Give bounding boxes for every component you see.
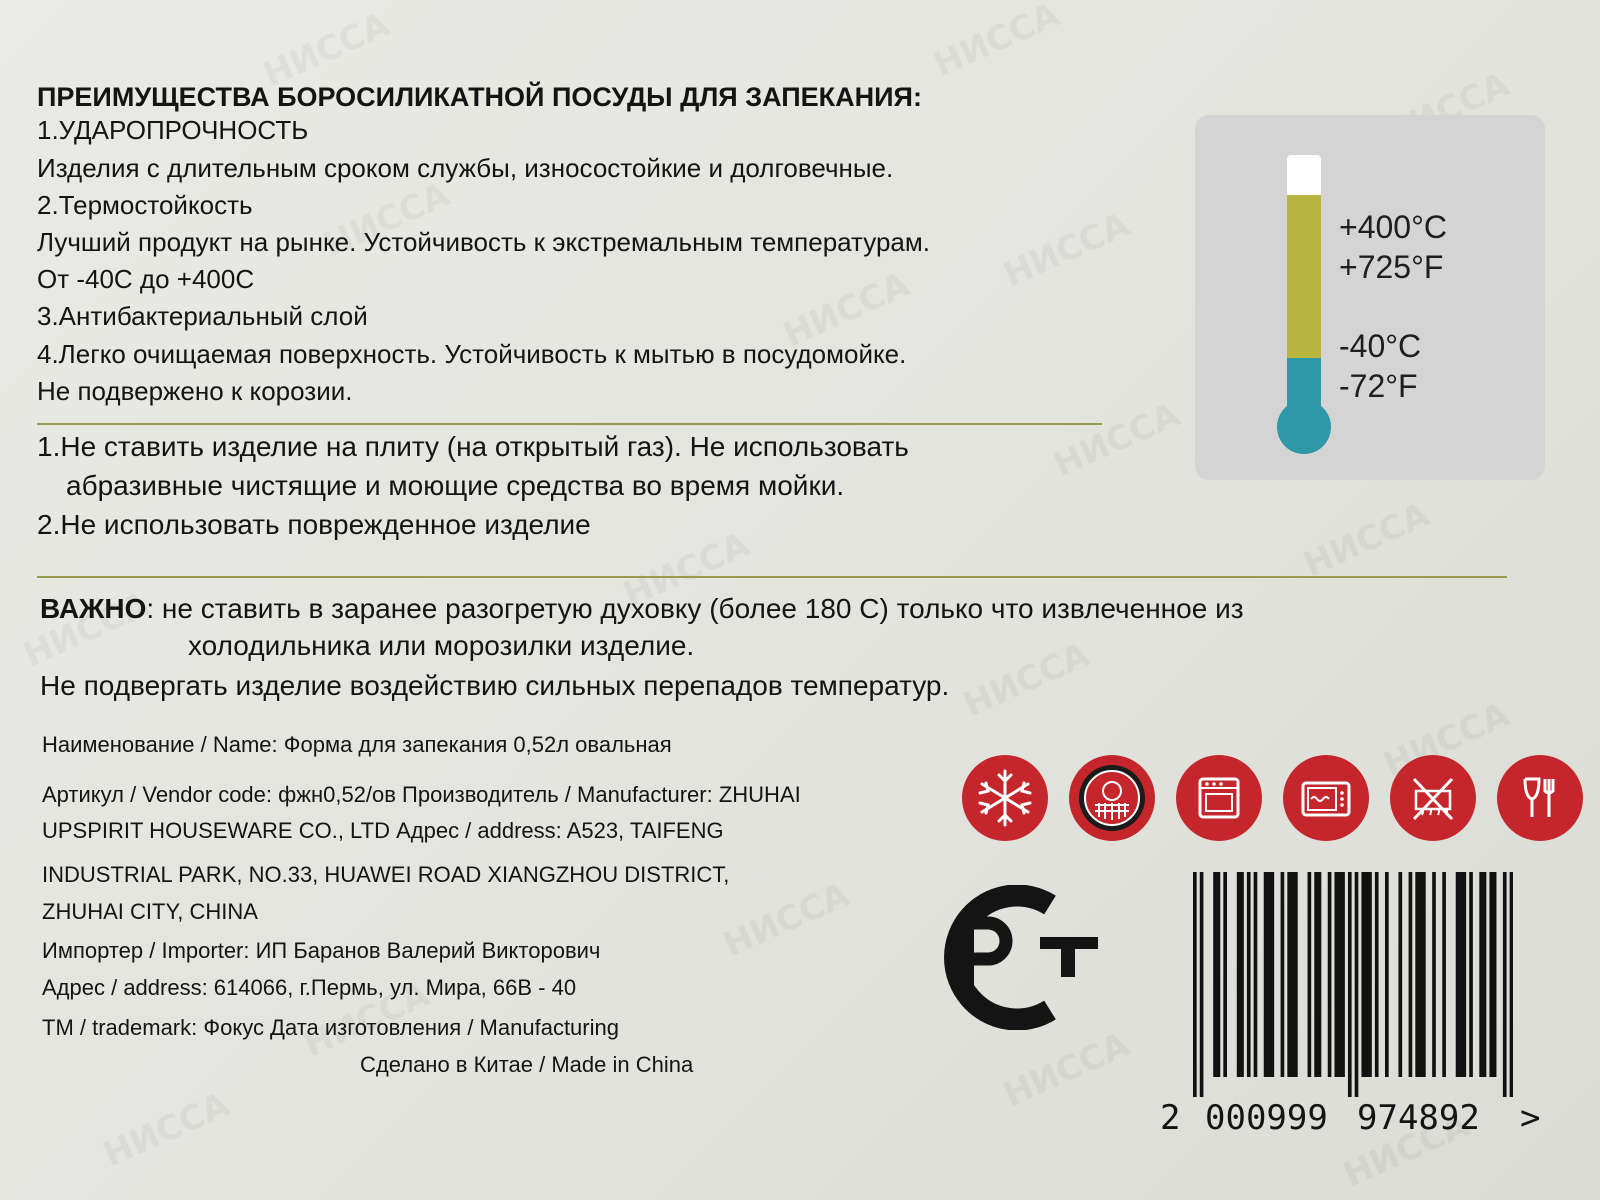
- divider: [37, 423, 1102, 425]
- barcode-bar: [1442, 872, 1446, 1077]
- barcode-first-digit: 2: [1160, 1098, 1181, 1138]
- temp-high-celsius: +400°C: [1339, 209, 1447, 245]
- barcode-bar: [1361, 872, 1365, 1077]
- barcode-bar: [1267, 872, 1271, 1077]
- barcode-bar: [1281, 872, 1285, 1077]
- barcode-digits-left: 000999: [1205, 1098, 1328, 1138]
- barcode-bar: [1341, 872, 1345, 1077]
- temp-high-fahrenheit: +725°F: [1339, 249, 1444, 285]
- oven-safe-icon: [1176, 755, 1262, 841]
- freezer-safe-icon: [962, 755, 1048, 841]
- food-safe-icon: [1497, 755, 1583, 841]
- watermark: [718, 875, 856, 966]
- barcode-marker: >: [1520, 1098, 1541, 1138]
- product-info-line: UPSPIRIT HOUSEWARE CO., LTD Адрес / address: A523, TAIFENG: [42, 818, 724, 843]
- barcode-bar: [1217, 872, 1221, 1077]
- barcode-bar: [1419, 872, 1423, 1077]
- barcode-bar: [1365, 872, 1369, 1077]
- barcode-bar: [1291, 872, 1295, 1077]
- product-info-line: ZHUHAI CITY, CHINA: [42, 899, 258, 924]
- temp-low-celsius: -40°C: [1339, 328, 1422, 364]
- barcode-bar: [1294, 872, 1298, 1077]
- trademark-line: TM / trademark: Фокус Дата изготовления / Manufacturing: [42, 1015, 619, 1040]
- barcode-bar: [1456, 872, 1460, 1077]
- watermark: [98, 1085, 236, 1176]
- barcode-bar: [1483, 872, 1487, 1077]
- advantage-line: 1.УДАРОПРОЧНОСТЬ: [37, 115, 309, 145]
- barcode-bar: [1334, 872, 1338, 1077]
- watermark: [998, 205, 1136, 296]
- barcode-bar: [1200, 872, 1204, 1097]
- advantage-line: Лучший продукт на рынке. Устойчивость к экстремальным температурам.: [37, 227, 930, 257]
- barcode-bar: [1270, 872, 1274, 1077]
- advantages-title: ПРЕИМУЩЕСТВА БОРОСИЛИКАТНОЙ ПОСУДЫ ДЛЯ ЗАПЕКАНИЯ:: [37, 82, 922, 112]
- barcode-bar: [1422, 872, 1426, 1077]
- barcode-bar: [1287, 872, 1291, 1077]
- advantage-line: Изделия с длительным сроком службы, износостойкие и долговечные.: [37, 153, 894, 183]
- barcode-bar: [1308, 872, 1312, 1077]
- barcode-bar: [1328, 872, 1332, 1077]
- thermometer-panel: [1195, 115, 1545, 480]
- barcode-bar: [1193, 872, 1197, 1097]
- barcode-bar: [1355, 872, 1359, 1097]
- important-line-2: холодильника или морозилки изделие.: [188, 630, 695, 661]
- barcode-bar: [1338, 872, 1342, 1077]
- advantage-line: От -40С до +400С: [37, 264, 255, 294]
- watermark: [958, 635, 1096, 726]
- important-line-3: Не подвергать изделие воздействию сильных перепадов температур.: [40, 670, 950, 701]
- barcode-bar: [1314, 872, 1318, 1077]
- barcode-bar: [1415, 872, 1419, 1077]
- advantage-line: 3.Антибактериальный слой: [37, 301, 368, 331]
- advantage-line: 2.Термостойкость: [37, 190, 253, 220]
- barcode-bar: [1213, 872, 1217, 1077]
- made-in-line: Сделано в Китае / Made in China: [360, 1052, 694, 1077]
- barcode-bar: [1510, 872, 1513, 1097]
- divider: [37, 576, 1507, 578]
- barcode-bar: [1398, 872, 1402, 1077]
- barcode-bar: [1489, 872, 1493, 1077]
- certification-mark-logo: [930, 885, 1110, 1030]
- watermark: [998, 1025, 1136, 1116]
- no-stovetop-icon: [1390, 755, 1476, 841]
- watermark: [1298, 495, 1436, 586]
- watermark: [1048, 395, 1186, 486]
- important-line-1: [40, 590, 1244, 627]
- barcode-bar: [1375, 872, 1379, 1077]
- advantage-line: Не подвержено к корозии.: [37, 376, 353, 406]
- watermark: [928, 0, 1066, 85]
- barcode-bar: [1348, 872, 1352, 1097]
- dishwasher-safe-icon: [1069, 755, 1155, 841]
- barcode: [1193, 872, 1513, 1097]
- barcode-bar: [1459, 872, 1463, 1077]
- product-info-line: Артикул / Vendor code: фжн0,52/ов Производитель / Manufacturer: ZHUHAI: [42, 782, 801, 807]
- temp-low-fahrenheit: -72°F: [1339, 368, 1418, 404]
- barcode-bar: [1237, 872, 1241, 1077]
- important-text: : не ставить в заранее разогретую духовку (более 180 С) только что извлеченное из: [146, 593, 1244, 624]
- barcode-bar: [1264, 872, 1268, 1077]
- barcode-digits-right: 974892: [1357, 1098, 1480, 1138]
- product-name: Наименование / Name: Форма для запекания 0,52л овальная: [42, 732, 672, 757]
- barcode-bar: [1462, 872, 1466, 1077]
- barcode-bar: [1247, 872, 1251, 1077]
- microwave-safe-icon: [1283, 755, 1369, 841]
- barcode-bar: [1318, 872, 1322, 1077]
- barcode-bar: [1223, 872, 1227, 1077]
- warning-line: абразивные чистящие и моющие средства во время мойки.: [66, 470, 845, 501]
- important-label: ВАЖНО: [40, 593, 147, 624]
- barcode-bar: [1240, 872, 1244, 1077]
- barcode-bar: [1503, 872, 1507, 1097]
- barcode-bar: [1432, 872, 1436, 1077]
- advantage-line: 4.Легко очищаемая поверхность. Устойчивость к мытью в посудомойке.: [37, 339, 907, 369]
- warning-line: 1.Не ставить изделие на плиту (на открытый газ). Не использовать: [37, 431, 909, 462]
- barcode-bar: [1385, 872, 1389, 1077]
- thermometer-icon: [1195, 115, 1545, 480]
- barcode-bar: [1469, 872, 1473, 1077]
- product-info-line: INDUSTRIAL PARK, NO.33, HUAWEI ROAD XIANGZHOU DISTRICT,: [42, 862, 730, 887]
- importer-line: Импортер / Importer: ИП Баранов Валерий Викторович: [42, 938, 601, 963]
- barcode-bar: [1409, 872, 1413, 1077]
- barcode-bar: [1479, 872, 1483, 1077]
- barcode-bar: [1368, 872, 1372, 1077]
- barcode-bar: [1254, 872, 1258, 1077]
- barcode-bar: [1493, 872, 1497, 1077]
- warning-line: 2.Не использовать поврежденное изделие: [37, 509, 591, 540]
- importer-address-line: Адрес / address: 614066, г.Пермь, ул. Мира, 66В - 40: [42, 975, 577, 1000]
